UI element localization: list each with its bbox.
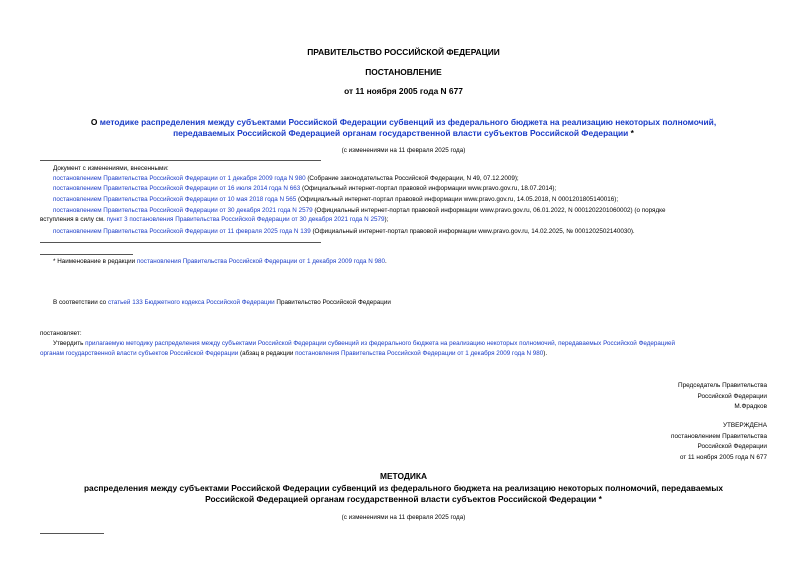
continuation-suffix: );	[384, 216, 389, 223]
amendment-link[interactable]: постановлением Правительства Российской Федерации от 11 февраля 2025 года N 139	[53, 228, 311, 235]
signature-name: М.Фрадков	[734, 403, 767, 410]
approved-by: постановлением Правительства	[671, 432, 767, 440]
preamble-prefix: В соответствии со	[53, 299, 108, 306]
clause-line1	[53, 339, 675, 349]
resolution-date: от 11 ноября 2005 года N 677	[344, 86, 463, 96]
amendment-source: (Официальный интернет-портал правовой информации www.pravo.gov.ru, 18.07.2014);	[300, 185, 557, 192]
signature-title: Председатель Правительства	[678, 382, 767, 389]
footnote-suffix: .	[385, 258, 387, 265]
amendment-item	[53, 195, 618, 205]
approved-label: УТВЕРЖДЕНА	[722, 422, 767, 429]
methodology-link-cont[interactable]: органам государственной власти субъектов Российской Федерации	[40, 350, 239, 357]
amendment-item	[53, 227, 635, 237]
amendment-link[interactable]: постановлением Правительства Российской Федерации от 10 мая 2018 года N 565	[53, 196, 297, 203]
title-prefix: О	[90, 117, 100, 127]
methodology-heading: МЕТОДИКА	[379, 471, 428, 481]
amendment-link[interactable]: постановлением Правительства Российской Федерации от 16 июля 2014 года N 663	[53, 185, 301, 192]
amendments-intro: Документ с изменениями, внесенными:	[53, 165, 169, 172]
approved-date: от 11 ноября 2005 года N 677	[679, 453, 767, 461]
resolves-label: постановляет:	[40, 330, 82, 337]
amendment-link[interactable]: постановлением Правительства Российской Федерации от 30 декабря 2021 года N 2579	[53, 207, 313, 214]
footnote-link[interactable]: постановления Правительства Российской Федерации от 1 декабря 2009 года N 980	[136, 258, 386, 265]
title-link-2[interactable]: передаваемых Российской Федерацией органам государственной власти субъектов Российской Федерации	[173, 128, 629, 138]
methodology-title-line2: Российской Федерацией органам государственной власти субъектов Российской Федерации *	[205, 494, 602, 504]
clause-suffix: ).	[543, 350, 548, 357]
document-title-line2	[0, 128, 807, 138]
methodology-title-line1: распределения между субъектами Российской Федерации субвенций из федерального бюджета на реализацию некоторых полномочий, передаваемых	[83, 483, 724, 493]
document-title-line1	[0, 117, 807, 127]
amendment-source: (Официальный интернет-портал правовой информации www.pravo.gov.ru, 14.02.2025, № 0001202502140030).	[310, 228, 635, 235]
footnote-prefix: * Наименование в редакции	[53, 258, 137, 265]
amendment-item	[53, 184, 556, 194]
title-link-1[interactable]: методике распределения между субъектами Российской Федерации субвенций из федерального бюджета на реализацию некоторых полномочий,	[99, 117, 717, 127]
preamble	[53, 298, 391, 308]
amendment-item	[53, 174, 519, 184]
footnote-separator	[40, 254, 133, 255]
footnote	[53, 257, 387, 267]
methodology-footnote-separator	[40, 533, 104, 534]
separator-top	[40, 160, 321, 161]
amendment-item-continuation	[40, 215, 388, 225]
signature-country: Российской Федерации	[697, 392, 767, 400]
title-suffix: *	[628, 128, 634, 138]
methodology-link[interactable]: прилагаемую методику распределения между субъектами Российской Федерации субвенций из федерального бюджета на реализацию некоторых полномочий, передаваемых Российской Федерацией	[85, 340, 676, 347]
resolution-heading: ПОСТАНОВЛЕНИЕ	[365, 67, 442, 77]
clause-decree-link[interactable]: постановления Правительства Российской Федерации от 1 декабря 2009 года N 980	[295, 350, 544, 357]
clause-mid: (абзац в редакции	[238, 350, 296, 357]
government-heading: ПРАВИТЕЛЬСТВО РОССИЙСКОЙ ФЕДЕРАЦИИ	[307, 47, 500, 57]
amendment-source: (Официальный интернет-портал правовой информации www.pravo.gov.ru, 14.05.2018, N 0001201805140016);	[296, 196, 619, 203]
revision-note: (с изменениями на 11 февраля 2025 года)	[341, 147, 466, 154]
continuation-text: вступления в силу см.	[40, 216, 107, 223]
separator-bottom	[40, 242, 321, 243]
amendment-link[interactable]: пункт 3 постановления Правительства Российской Федерации от 30 декабря 2021 года N 2579	[106, 216, 385, 223]
clause-line2	[40, 349, 547, 359]
amendment-source: (Официальный интернет-портал правовой информации www.pravo.gov.ru, 06.01.2022, N 0001202201060002) (о порядке	[312, 207, 666, 214]
signature-block	[678, 381, 767, 413]
approved-country: Российской Федерации	[697, 443, 767, 450]
methodology-revision-note: (с изменениями на 11 февраля 2025 года)	[341, 514, 466, 521]
clause-prefix: Утвердить	[53, 340, 86, 347]
preamble-suffix: Правительство Российской Федерации	[274, 299, 391, 306]
amendment-source: (Собрание законодательства Российской Федерации, N 49, 07.12.2009);	[305, 175, 519, 182]
budget-code-link[interactable]: статьей 133 Бюджетного кодекса Российской Федерации	[107, 299, 275, 306]
amendment-link[interactable]: постановлением Правительства Российской Федерации от 1 декабря 2009 года N 980	[53, 175, 306, 182]
approved-block	[671, 421, 767, 463]
